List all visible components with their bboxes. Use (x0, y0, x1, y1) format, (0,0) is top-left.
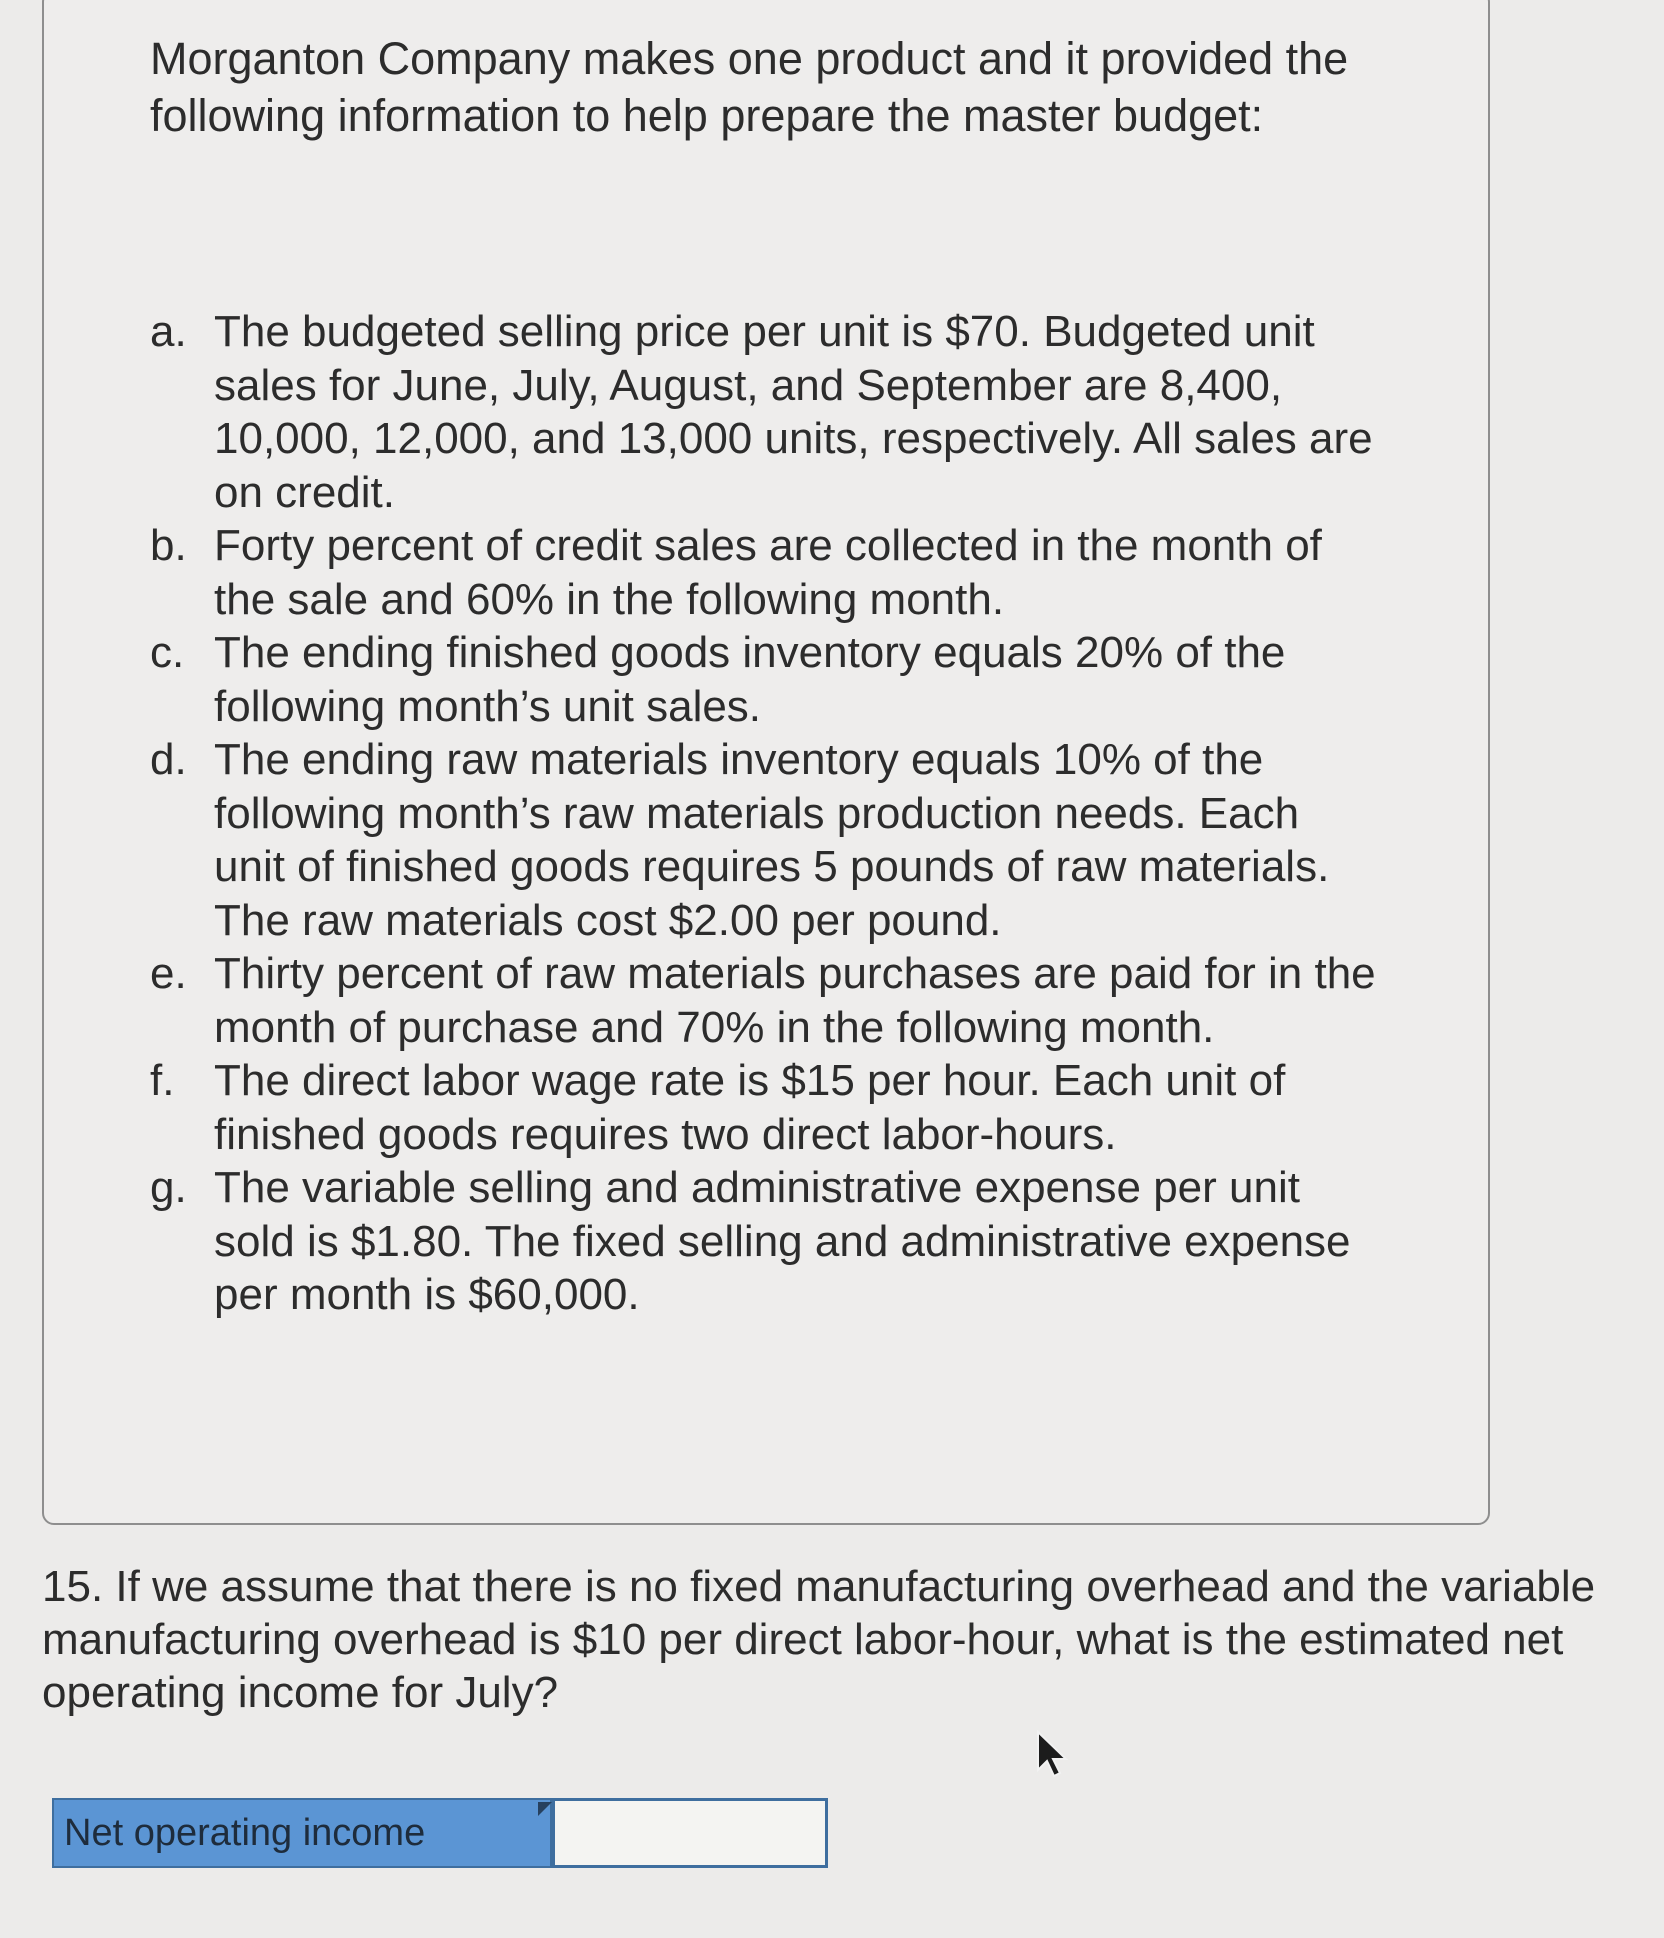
mouse-pointer-icon (1036, 1730, 1070, 1778)
list-item (150, 305, 1380, 519)
intro-text: Morganton Company makes one product and it provided the following information to help prepare the master budget: (150, 33, 1349, 141)
list-item (150, 1161, 1380, 1322)
item-text: The ending raw materials inventory equals 10% of the following month’s raw materials production needs. Each unit of finished goods requires 5 pounds of raw materials. The raw materials cost $2.00 per pound. (214, 735, 1330, 945)
item-text: The direct labor wage rate is $15 per hour. Each unit of finished goods requires two direct labor-hours. (214, 1056, 1286, 1159)
list-item (150, 1054, 1380, 1161)
answer-label: Net operating income (52, 1798, 552, 1868)
item-text: The budgeted selling price per unit is $70. Budgeted unit sales for June, July, August, and September are 8,400, 10,000, 12,000, and 13,000 units, respectively. All sales are on credit. (214, 307, 1373, 517)
net-operating-income-input[interactable] (552, 1798, 828, 1868)
item-text: Forty percent of credit sales are collected in the month of the sale and 60% in the following month. (214, 521, 1322, 624)
item-letter: d. (150, 735, 187, 784)
item-letter: c. (150, 628, 185, 677)
item-letter: e. (150, 949, 187, 998)
item-letter: b. (150, 521, 187, 570)
item-letter: a. (150, 307, 187, 356)
item-letter: g. (150, 1163, 187, 1212)
requirements-list (150, 305, 1380, 1322)
item-letter: f. (150, 1056, 175, 1105)
list-item (150, 733, 1380, 947)
item-text: Thirty percent of raw materials purchases are paid for in the month of purchase and 70% in the following month. (214, 949, 1376, 1052)
list-item (150, 519, 1380, 626)
list-item (150, 947, 1380, 1054)
question-text: 15. If we assume that there is no fixed manufacturing overhead and the variable manufacturing overhead is $10 per direct labor-hour, what is the estimated net operating income for July? (42, 1562, 1596, 1717)
answer-row (52, 1798, 828, 1872)
item-text: The variable selling and administrative expense per unit sold is $1.80. The fixed selling and administrative expense per month is $60,000. (214, 1163, 1351, 1319)
list-item (150, 626, 1380, 733)
item-text: The ending finished goods inventory equals 20% of the following month’s unit sales. (214, 628, 1286, 731)
